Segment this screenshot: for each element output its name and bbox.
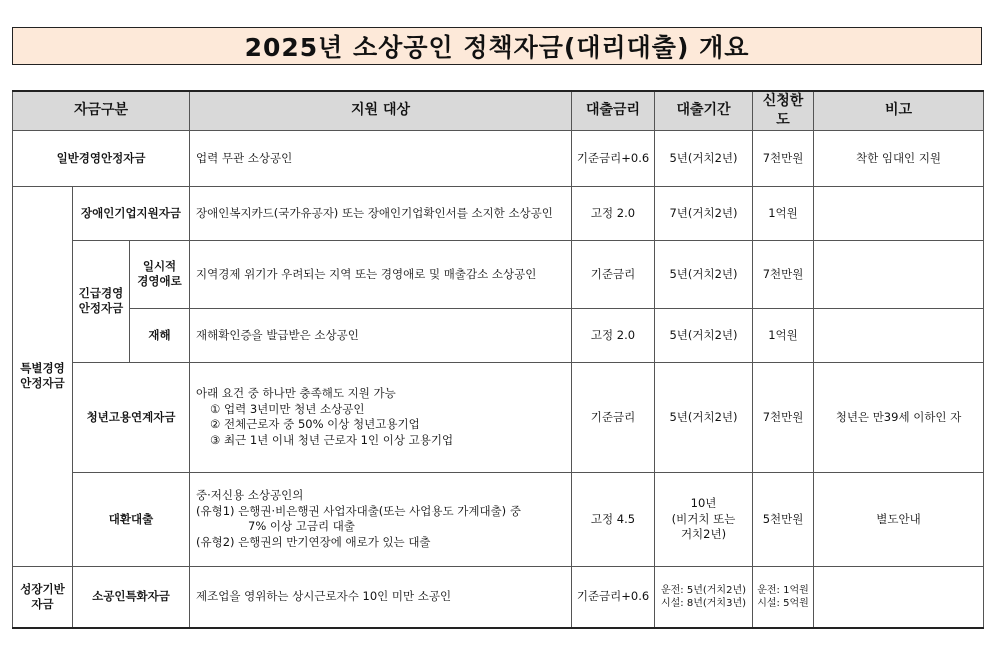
refinance-term-2: 거치2년)	[680, 527, 727, 542]
emergency-group-label: 긴급경영 안정자금	[73, 240, 130, 362]
header-row	[13, 91, 984, 130]
row-limit-disabled: 1억원	[753, 186, 814, 240]
row-term-disaster: 5년(거치2년)	[655, 308, 753, 362]
table-row	[13, 472, 984, 566]
refinance-line-2: 7% 이상 고금리 대출	[248, 519, 355, 534]
row-note-general: 착한 임대인 지원	[814, 130, 984, 186]
specialized-limit-0: 운전: 1억원	[757, 585, 809, 597]
page-title: 2025년 소상공인 정책자금(대리대출) 개요	[244, 33, 750, 62]
row-note-disaster	[814, 308, 984, 362]
row-limit-general: 7천만원	[753, 130, 814, 186]
header-limit: 신청한도	[753, 91, 814, 130]
row-note-disabled	[814, 186, 984, 240]
title-box	[12, 27, 982, 65]
row-target-refinance	[190, 472, 572, 566]
row-name-disabled: 장애인기업지원자금	[73, 186, 190, 240]
row-limit-specialized	[753, 566, 814, 628]
row-rate-specialized: 기준금리+0.6	[572, 566, 655, 628]
row-rate-refinance: 고정 4.5	[572, 472, 655, 566]
row-name-youth: 청년고용연계자금	[73, 362, 190, 472]
youth-line-1: ① 업력 3년미만 청년 소상공인	[210, 401, 365, 416]
specialized-term-0: 운전: 5년(거치2년)	[660, 585, 747, 597]
refinance-line-1: (유형1) 은행권·비은행권 사업자대출(또는 사업용도 가계대출) 중	[196, 503, 521, 518]
row-term-disabled: 7년(거치2년)	[655, 186, 753, 240]
youth-line-2: ② 전체근로자 중 50% 이상 청년고용기업	[210, 417, 420, 432]
row-target-disabled: 장애인복지카드(국가유공자) 또는 장애인기업확인서를 소지한 소상공인	[190, 186, 572, 240]
row-name-temporary: 일시적 경영애로	[130, 240, 190, 308]
refinance-term-0: 10년	[690, 496, 717, 510]
table-row	[13, 308, 984, 362]
table-row	[13, 566, 984, 628]
row-note-refinance: 별도안내	[814, 472, 984, 566]
row-limit-refinance: 5천만원	[753, 472, 814, 566]
row-name-refinance: 대환대출	[73, 472, 190, 566]
row-target-general: 업력 무관 소상공인	[190, 130, 572, 186]
fund-table	[12, 90, 984, 629]
row-rate-disaster: 고정 2.0	[572, 308, 655, 362]
row-note-specialized	[814, 566, 984, 628]
header-rate: 대출금리	[572, 91, 655, 130]
row-target-youth	[190, 362, 572, 472]
row-target-specialized: 제조업을 영위하는 상시근로자수 10인 미만 소공인	[190, 566, 572, 628]
refinance-line-3: (유형2) 은행권의 만기연장에 애로가 있는 대출	[196, 534, 431, 549]
row-name-specialized: 소공인특화자금	[73, 566, 190, 628]
row-term-general: 5년(거치2년)	[655, 130, 753, 186]
row-note-youth: 청년은 만39세 이하인 자	[814, 362, 984, 472]
refinance-line-0: 중·저신용 소상공인의	[196, 488, 304, 503]
row-target-temporary: 지역경제 위기가 우려되는 지역 또는 경영애로 및 매출감소 소상공인	[190, 240, 572, 308]
row-rate-temporary: 기준금리	[572, 240, 655, 308]
header-category: 자금구분	[13, 91, 190, 130]
row-name-general: 일반경영안정자금	[13, 130, 190, 186]
row-note-temporary	[814, 240, 984, 308]
table-row	[13, 186, 984, 240]
row-limit-youth: 7천만원	[753, 362, 814, 472]
row-term-refinance	[655, 472, 753, 566]
special-group-label: 특별경영 안정자금	[13, 186, 73, 566]
row-rate-disabled: 고정 2.0	[572, 186, 655, 240]
row-term-specialized	[655, 566, 753, 628]
refinance-term-1: (비거치 또는	[671, 511, 736, 526]
row-name-disaster: 재해	[130, 308, 190, 362]
row-term-youth: 5년(거치2년)	[655, 362, 753, 472]
header-note: 비고	[814, 91, 984, 130]
table-row	[13, 130, 984, 186]
youth-line-0: 아래 요건 중 하나만 충족해도 지원 가능	[196, 386, 396, 401]
youth-line-3: ③ 최근 1년 이내 청년 근로자 1인 이상 고용기업	[210, 432, 454, 447]
row-limit-temporary: 7천만원	[753, 240, 814, 308]
row-rate-youth: 기준금리	[572, 362, 655, 472]
header-term: 대출기간	[655, 91, 753, 130]
row-rate-general: 기준금리+0.6	[572, 130, 655, 186]
row-target-disaster: 재해확인증을 발급받은 소상공인	[190, 308, 572, 362]
specialized-term-1: 시설: 8년(거치3년)	[660, 598, 747, 610]
row-limit-disaster: 1억원	[753, 308, 814, 362]
row-term-temporary: 5년(거치2년)	[655, 240, 753, 308]
table-row	[13, 362, 984, 472]
table-row	[13, 240, 984, 308]
growth-group-label: 성장기반 자금	[13, 566, 73, 628]
header-target: 지원 대상	[190, 91, 572, 130]
specialized-limit-1: 시설: 5억원	[757, 598, 809, 610]
